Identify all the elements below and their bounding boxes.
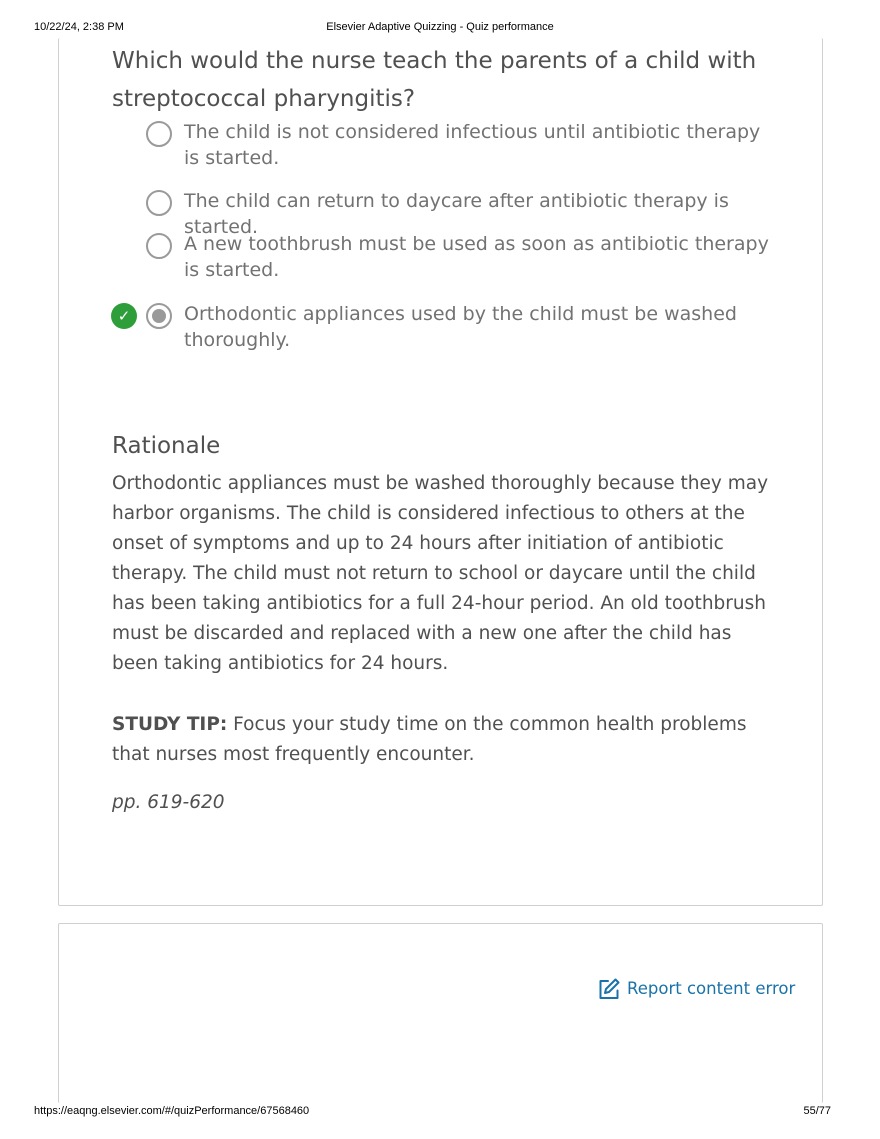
radio-button[interactable] xyxy=(146,121,172,147)
report-card xyxy=(58,923,823,1103)
print-page-number: 55/77 xyxy=(803,1105,831,1117)
print-footer xyxy=(0,1105,880,1119)
radio-button-selected[interactable] xyxy=(146,303,172,329)
page-reference: pp. 619-620 xyxy=(112,792,225,813)
question-text: Which would the nurse teach the parents of a child with streptococcal pharyngitis? xyxy=(112,48,757,112)
correct-check-icon: ✓ xyxy=(111,303,137,329)
radio-button[interactable] xyxy=(146,190,172,216)
answer-option-text: A new toothbrush must be used as soon as antibiotic therapy is started. xyxy=(184,233,769,281)
study-tip xyxy=(112,710,777,770)
rationale-heading: Rationale xyxy=(112,433,221,459)
print-title: Elsevier Adaptive Quizzing - Quiz performance xyxy=(326,21,554,33)
answer-option-text: Orthodontic appliances used by the child must be washed thoroughly. xyxy=(184,303,737,351)
print-header xyxy=(0,21,880,35)
print-url: https://eaqng.elsevier.com/#/quizPerformance/67568460 xyxy=(34,1105,310,1117)
print-datetime: 10/22/24, 2:38 PM xyxy=(34,21,124,33)
study-tip-text: Focus your study time on the common health problems that nurses most frequently encounter. xyxy=(112,714,747,765)
answer-option-text: The child is not considered infectious until antibiotic therapy is started. xyxy=(184,121,761,169)
answer-option-text: The child can return to daycare after antibiotic therapy is started. xyxy=(184,190,729,238)
rationale-text: Orthodontic appliances must be washed thoroughly because they may harbor organisms. The child is considered infectious to others at the onset of symptoms and up to 24 hours after initiation of antibiotic therapy. The child must not return to school or daycare until the child has been taking antibiotics for a full 24-hour period. An old toothbrush must be discarded and replaced with a new one after the child has been taking antibiotics for 24 hours. xyxy=(112,473,769,674)
edit-icon xyxy=(597,977,621,1001)
question-card xyxy=(58,38,823,906)
report-content-error-label: Report content error xyxy=(627,979,796,998)
radio-button[interactable] xyxy=(146,233,172,259)
study-tip-label: STUDY TIP: xyxy=(112,714,228,735)
